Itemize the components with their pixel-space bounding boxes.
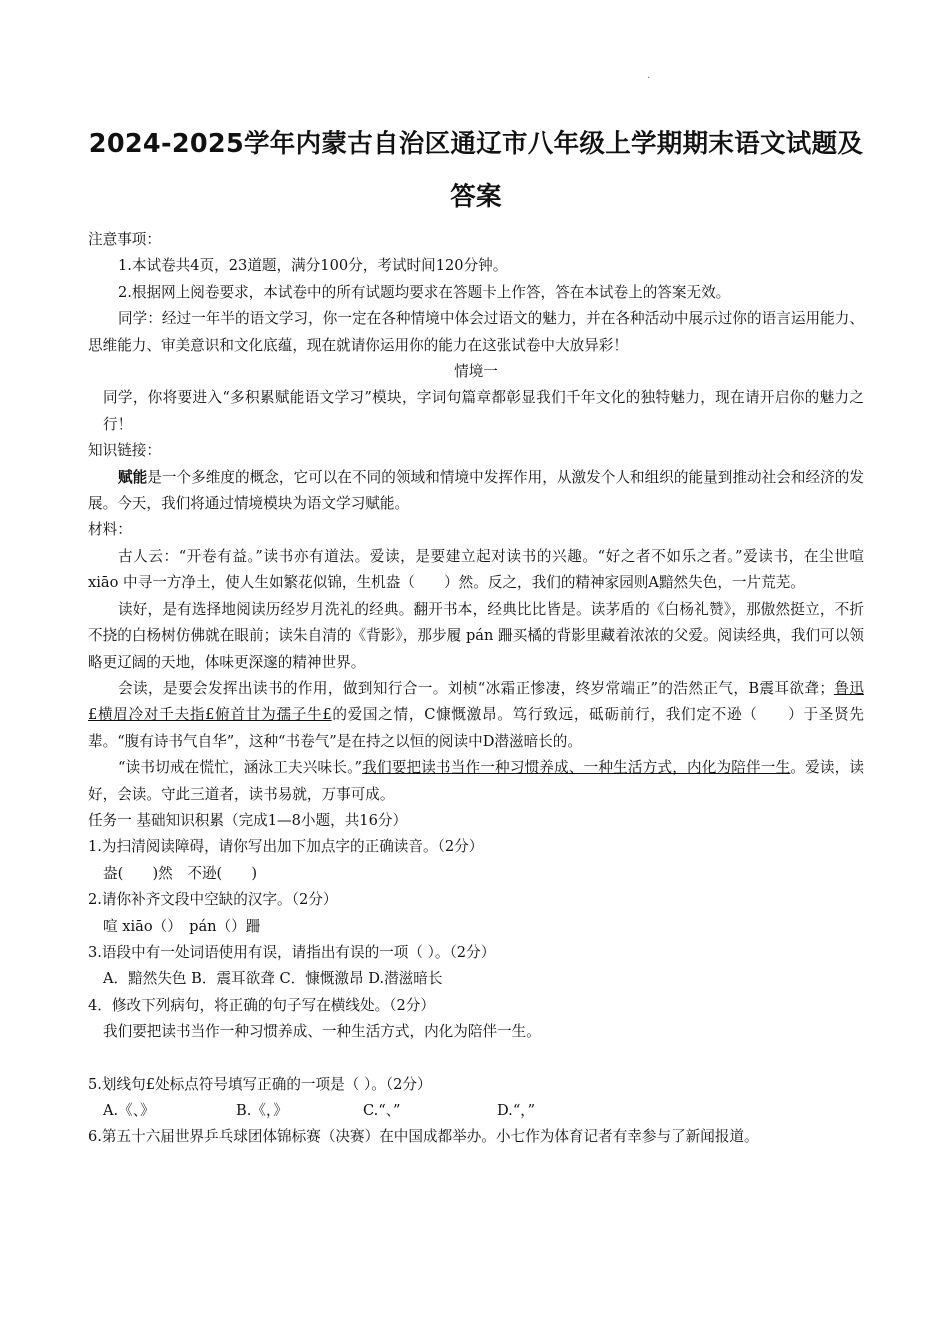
question-3-options: A．黯然失色 B．震耳欲聋 C．慷慨激昂 D.潜滋暗长 [103,970,443,988]
question-5-options [88,1098,864,1124]
material-paragraph-4 [88,755,864,808]
material-paragraph-1: 古人云：“开卷有益。”读书亦有道法。爱读，是要建立起对读书的兴趣。“好之者不如乐之者。”爱读书，在尘世喧 xiāo 中寻一方净土，使人生如繁花似锦，生机盎（ ）然。反之，我们的精神家园则A黯然失色，一片荒芜。 [88,547,864,592]
option-d: D.“，” [497,1102,536,1119]
option-c: C.“、” [363,1102,401,1119]
situation-heading: 情境一 [454,363,498,381]
notes-heading: 注意事项： [88,231,161,248]
knowledge-heading: 知识链接： [88,442,161,460]
question-3: 3.语段中有一处词语使用有误，请指出有误的一项（ ）。（2分） [88,943,496,961]
exam-title: 2024-2025学年内蒙古自治区通辽市八年级上学期期末语文试题及答案 [88,129,864,212]
material-heading: 材料： [88,521,132,539]
knowledge-term: 赋能 [118,468,148,486]
material-paragraph-3 [88,676,864,755]
knowledge-text: 是一个多维度的概念，它可以在不同的领域和情境中发挥作用，从激发个人和组织的能量到推动社会和经济的发展。今天，我们将通过情境模块为语文学习赋能。 [88,468,864,513]
question-6: 6.第五十六届世界乒乓球团体锦标赛（决赛）在中国成都举办。小七作为体育记者有幸参与了新闻报道。 [88,1128,759,1146]
exam-body [88,227,864,1151]
question-4: 4．修改下列病句，将正确的句子写在横线处。（2分） [88,996,435,1014]
header-dot: . [647,70,651,81]
situation-text: 同学，你将要进入“多积累赋能语文学习”模块，字词句篇章都彰显我们千年文化的独特魅力，现在请开启你的魅力之行！ [103,389,864,433]
underlined-sentence-error: 我们要把读书当作一种习惯养成、一种生活方式，内化为陪伴一生 [362,759,791,777]
question-5: 5.划线句£处标点符号填写正确的一项是（ ）。（2分） [88,1075,432,1093]
question-1: 1.为扫清阅读障碍，请你写出加下加点字的正确读音。（2分） [88,838,484,856]
material-p3-start: 会读，是要会发挥出读书的作用，做到知行合一。刘桢“冰霜正惨凄，终岁常端正”的浩然正气，B震耳欲聋； [118,679,834,697]
material-paragraph-2: 读好，是有选择地阅读历经岁月洗礼的经典。翻开书本，经典比比皆是。读茅盾的《白杨礼赞》，那傲然挺立，不折不挠的白杨树仿佛就在眼前；读朱自清的《背影》，那步履 pán 跚买橘的背影里藏着浓浓的父爱。阅读经典，我们可以领略更辽阔的天地，体味更深邃的精神世界。 [88,600,864,671]
question-2: 2.请你补齐文段中空缺的汉字。（2分） [88,891,338,909]
option-a: A.《、》 [103,1102,155,1119]
material-p4-start: “读书切戒在慌忙，涵泳工夫兴味长。” [118,759,363,777]
task1-heading: 任务一 基础知识积累（完成1—8小题，共16分） [88,811,408,829]
material-p3-end: 的爱国之情，C慷慨激昂。笃行致远，砥砺前行，我们定不逊（ ）于圣贤先辈。“腹有诗书气自华”，这种“书卷气”是在持之以恒的阅读中D潜滋暗长的。 [88,706,865,750]
question-2-blanks: 喧 xiāo（） pán（）跚 [103,917,261,935]
question-1-blanks: 盎( )然 不逊( ) [103,864,258,882]
answer-space [88,1046,864,1072]
question-4-sentence: 我们要把读书当作一种习惯养成、一种生活方式，内化为陪伴一生。 [103,1023,541,1041]
notes-item-1: 1.本试卷共4页，23道题，满分100分，考试时间120分钟。 [118,257,508,275]
notes-item-2: 2.根据网上阅卷要求，本试卷中的所有试题均要求在答题卡上作答，答在本试卷上的答案无效。 [118,283,731,301]
material-p4-end: 。爱读，读好，会读。守此三道者，读书易就，万事可成。 [88,759,864,803]
intro-paragraph: 同学：经过一年半的语文学习，你一定在各种情境中体会过语文的魅力，并在各种活动中展示过你的语言运用能力、思维能力、审美意识和文化底蕴，现在就请你运用你的能力在这张试卷中大放异彩！ [88,310,864,354]
underlined-sentence-punctuation: 鲁迅£横眉冷对千夫指£俯首甘为孺子牛£ [88,679,864,724]
knowledge-paragraph [88,465,864,518]
option-b: B.《，》 [236,1102,288,1119]
